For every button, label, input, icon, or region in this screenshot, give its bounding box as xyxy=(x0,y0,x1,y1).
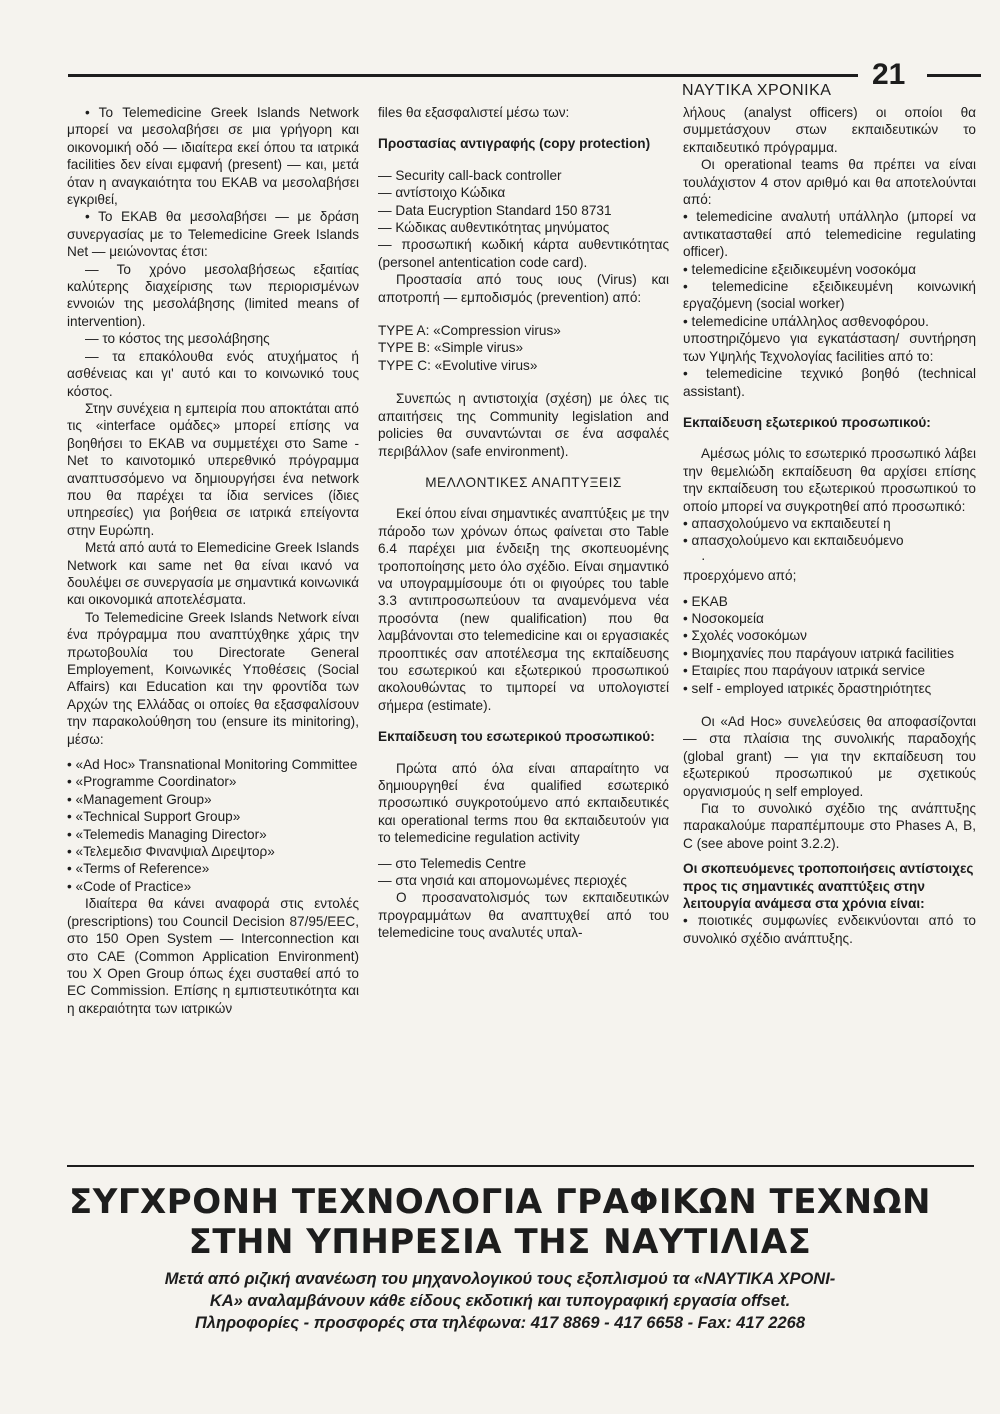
paragraph: προερχόμενο από; xyxy=(683,568,797,584)
paragraph: Αμέσως μόλις το εσωτερικό προσωπικό λάβει την θεμελιώδη εκπαίδευση θα αρχίσει επίσης την εκπαίδευση του εξωτερικού προσωπικού το οποίο μπορεί να συγκροτηθεί από προσωπικό: xyxy=(683,446,976,514)
list-item: • απασχολούμενο και εκπαιδευόμενο xyxy=(683,532,976,549)
stray-mark: · xyxy=(701,550,706,566)
list-item: • «Terms of Reference» xyxy=(67,860,359,877)
publication-title: ΝΑΥΤΙΚΑ ΧΡΟΝΙΚΑ xyxy=(682,82,832,99)
list-item: • telemedicine εξειδικευμένη κοινωνική εργαζόμενη (social worker) xyxy=(683,278,976,313)
paragraph: Πρώτα από όλα είναι απαραίτητο να δημιουργηθεί ένα qualified εσωτερικό προσωπικό συγκροτούμενο από εκπαιδευτικές και operational terms που θα εκπαιδευτούν για το telemedicine regulation activity xyxy=(378,760,669,846)
list-item: • ΕΚΑΒ xyxy=(683,593,976,610)
paragraph: files θα εξασφαλιστεί μέσω των: xyxy=(378,105,570,120)
header-rule xyxy=(68,74,858,77)
list-item: • telemedicine υπάλληλος ασθενοφόρου. xyxy=(683,313,976,330)
header-rule-right xyxy=(927,74,981,77)
list-item: — προσωπική κωδική κάρτα αυθεντικότητας (personel antentication code card). xyxy=(378,237,669,270)
list-item: • «Programme Coordinator» xyxy=(67,773,359,790)
column-2 xyxy=(378,104,669,1166)
section-heading: ΜΕΛΛΟΝΤΙΚΕΣ ΑΝΑΠΤΥΞΕΙΣ xyxy=(425,474,622,490)
paragraph: — Το χρόνο μεσολαβήσεως εξαιτίας καλύτερης διαχείρισης των περιορισμένων εννοιών της μεσολάβησης (limited means of intervention). xyxy=(67,261,359,329)
list-item: • telemedicine τεχνικό βοηθό (technical assistant). xyxy=(683,365,976,400)
list-item: • «Τελεμεδισ Φινανψιαλ Διρεψτορ» xyxy=(67,843,359,860)
column-3 xyxy=(683,104,976,1166)
list-item: • Νοσοκομεία xyxy=(683,610,976,627)
list-item: • telemedicine αναλυτή υπάλληλο (μπορεί να αντικατασταθεί από telemedicine regulating officer). xyxy=(683,208,976,260)
list-item: • «Technical Support Group» xyxy=(67,808,359,825)
list-item: • «Code of Practice» xyxy=(67,878,359,895)
section-divider xyxy=(67,1165,974,1167)
list-item: TYPE A: «Compression virus» xyxy=(378,323,561,339)
list-item: — στο Telemedis Centre xyxy=(378,855,527,871)
paragraph: Εκεί όπου είναι σημαντικές αναπτύξεις με την πάροδο των χρόνων όπως φαίνεται στο Table 6.4 παρέχει μια ένδειξη της σκοπευομένης τροποποίησης μετο όλο σχέδιο. Είναι σημαντικό να υπογραμμίσουμε ότι οι φιγούρες του table 3.3 αντιπροσωπεύουν τα αναμενόμενα νέα προσόντα (new qualification) που θα λαμβάνονται στο telemedicine και οι εργασιακές προοπτικές σαν αποτέλεσμα της εκπαίδευσης του εσωτερικού και εξωτερικού προσωπικού ακολουθώντας το τιμπορεί να υπολογιστεί σήμερα (estimate). xyxy=(378,506,669,713)
list-item: • telemedicine εξειδικευμένη νοσοκόμα xyxy=(683,261,976,278)
paragraph: Οι «Ad Hoc» συνελεύσεις θα αποφασίζονται — στα πλαίσια της συνολικής παραδοχής (global grant) — για την εκπαίδευση του εξωτερικού προσωπικού με σχετικούς οργανισμούς η self employed. xyxy=(683,714,976,799)
paragraph: Οι operational teams θα πρέπει να είναι τουλάχιστον 4 στον αριθμό και θα αποτελούνται από: xyxy=(683,157,976,208)
list-item: • self - employed ιατρικές δραστηριότητες xyxy=(683,680,976,697)
list-item: — Security call-back controller xyxy=(378,167,562,183)
paragraph: Ο προσανατολισμός των εκπαιδευτικών προγραμμάτων θα αναπτυχθεί από του telemedicine τους αναλυτές υπαλ- xyxy=(378,890,669,941)
list-item: • «Telemedis Managing Director» xyxy=(67,826,359,843)
list-item: — στα νησιά και απομονωμένες περιοχές xyxy=(378,873,627,889)
paragraph: • Το Telemedicine Greek Islands Network μπορεί να μεσολαβήσει σε μια γρήγορη και οικονομική οδό — ιδιαίτερα εκεί όπου τα ιατρικά facilities δεν είναι εμφανή (present) — και, μετά όταν η αναγκαιότητα του ΕΚΑΒ να μεσολαβήσει εγκριθεί, xyxy=(67,105,359,208)
paragraph: Για το συνολικό σχέδιο της ανάπτυξης παρακαλούμε παραπέμπουμε στο Phases A, B, C (see above point 3.2.2). xyxy=(683,801,976,851)
paragraph: Στην συνέχεια η εμπειρία που αποκτάται από τις «interface ομάδες» μπορεί επίσης να βοηθήσει το ΕΚΑΒ να συμμετέχει στο Same -Net το καινοτομικό υπερεθνικό πρόγραμμα αναπτυσσόμενο να δημιουργήσει ένα network που θα παρέχει τα ίδια services (ίδιες υπηρεσίες) για βοήθεια σε ιατρικά επείγοντα στην Ευρώπη. xyxy=(67,400,359,538)
section-heading: Εκπαίδευση του εσωτερικού προσωπικού: xyxy=(378,729,655,745)
section-heading: Προστασίας αντιγραφής (copy protection) xyxy=(378,136,651,152)
list-item: TYPE B: «Simple virus» xyxy=(378,340,524,356)
page-number: 21 xyxy=(872,58,906,91)
ad-title-line-1: ΣΥΓΧΡΟΝΗ ΤΕΧΝΟΛΟΓΙΑ ΓΡΑΦΙΚΩΝ ΤΕΧΝΩΝ xyxy=(69,1182,931,1222)
paragraph: Μετά από αυτά το Elemedicine Greek Islands Network και same net θα είναι ικανό να δουλέψει σε συνεργασία με σημαντικά κοινωνικά και οικονομικά αποτελέσματα. xyxy=(67,540,359,608)
section-heading: Εκπαίδευση εξωτερικού προσωπικού: xyxy=(683,414,931,430)
paragraph: Ιδιαίτερα θα κάνει αναφορά στις εντολές (prescriptions) του Council Decision 87/95/EEC, στο 150 Open System — Interconnection και στο CAE (Common Application Environment) του X Open Group όπως έχει συσταθεί από το EC Commission. Επίσης η εμπιστευτικότητα και η ακεραιότητα των ιατρικών xyxy=(67,896,359,1016)
list-item: • Βιομηχανίες που παράγουν ιατρικά facilities xyxy=(683,645,976,662)
list-item: • απασχολούμενο να εκπαιδευτεί η xyxy=(683,515,976,532)
list-item: — Data Eucryption Standard 150 8731 xyxy=(378,202,612,218)
ad-title-line-2: ΣΤΗΝ ΥΠΗΡΕΣΙΑ ΤΗΣ ΝΑΥΤΙΛΙΑΣ xyxy=(188,1222,812,1262)
ad-contact-line: Πληροφορίες - προσφορές στα τηλέφωνα: 417 8869 - 417 6658 - Fax: 417 2268 xyxy=(194,1314,806,1332)
list-item: — αντίστοιχο Κώδικα xyxy=(378,185,506,201)
ad-body-line-2: ΚΑ» αναλαμβάνουν κάθε είδους εκδοτική και τυπογραφική εργασία offset. xyxy=(209,1292,791,1310)
column-1 xyxy=(67,104,359,1166)
paragraph: Προστασία από τους ιους (Virus) και αποτροπή — εμποδισμός (prevention) από: xyxy=(378,272,669,305)
list-item: • Εταιρίες που παράγουν ιατρικά service xyxy=(683,662,976,679)
paragraph: — το κόστος της μεσολάβησης xyxy=(85,331,270,347)
paragraph: Συνεπώς η αντιστοιχία (σχέση) με όλες τις απαιτήσεις της Community legislation and policies θα συναντώνται σε ένα ασφαλές περιβάλλον (safe environment). xyxy=(378,391,669,459)
list-item: • Σχολές νοσοκόμων xyxy=(683,627,976,644)
paragraph: υποστηριζόμενο για εγκατάσταση/ συντήρηση των Υψηλής Τεχνολογίας facilities από το: xyxy=(683,331,976,364)
ad-body-line-1: Μετά από ριζική ανανέωση του μηχανολογικού τους εξοπλισμού τα «ΝΑΥΤΙΚΑ ΧΡΟΝΙ- xyxy=(164,1270,836,1288)
paragraph: • ποιοτικές συμφωνίες ενδεικνύονται από το συνολικό σχέδιο ανάπτυξης. xyxy=(683,913,976,946)
section-heading: Οι σκοπευόμενες τροποποιήσεις αντίστοιχες προς τις σημαντικές αναπτύξεις στην λειτουργία ανάμεσα στα χρόνια είναι: xyxy=(683,861,974,912)
paragraph: — τα επακόλουθα ενός ατυχήματος ή ασθένειας και γι' αυτό και το κοινωνικό τους κόστος. xyxy=(67,348,359,399)
list-item: • «Ad Hoc» Transnational Monitoring Committee xyxy=(67,756,359,773)
paragraph: • Το ΕΚΑΒ θα μεσολαβήσει — με δράση συνεργασίας με το Telemedicine Greek Islands Net — μειώνοντας έτσι: xyxy=(67,209,359,260)
paragraph: Το Telemedicine Greek Islands Network είναι ένα πρόγραμμα που αναπτύχθηκε χάρις την πρωτοβουλία του Directorate General Employement, Κοινωνικές Υποθέσεις (Social Affairs) και Education και την φροντίδα των Αρχών της Ελλάδας οι οποίες θα εξασφαλίσουν την παρακολούθηση του (ensure its minitoring), μέσω: xyxy=(67,609,359,747)
paragraph: λήλους (analyst officers) οι οποίοι θα συμμετάσχουν στων εκπαιδευτικών το εκπαιδευτικό πρόγραμμα. xyxy=(683,105,976,155)
list-item: — Κώδικας αυθεντικότητας μηνύματος xyxy=(378,220,610,236)
list-item: • «Management Group» xyxy=(67,791,359,808)
list-item: TYPE C: «Evolutive virus» xyxy=(378,357,538,373)
